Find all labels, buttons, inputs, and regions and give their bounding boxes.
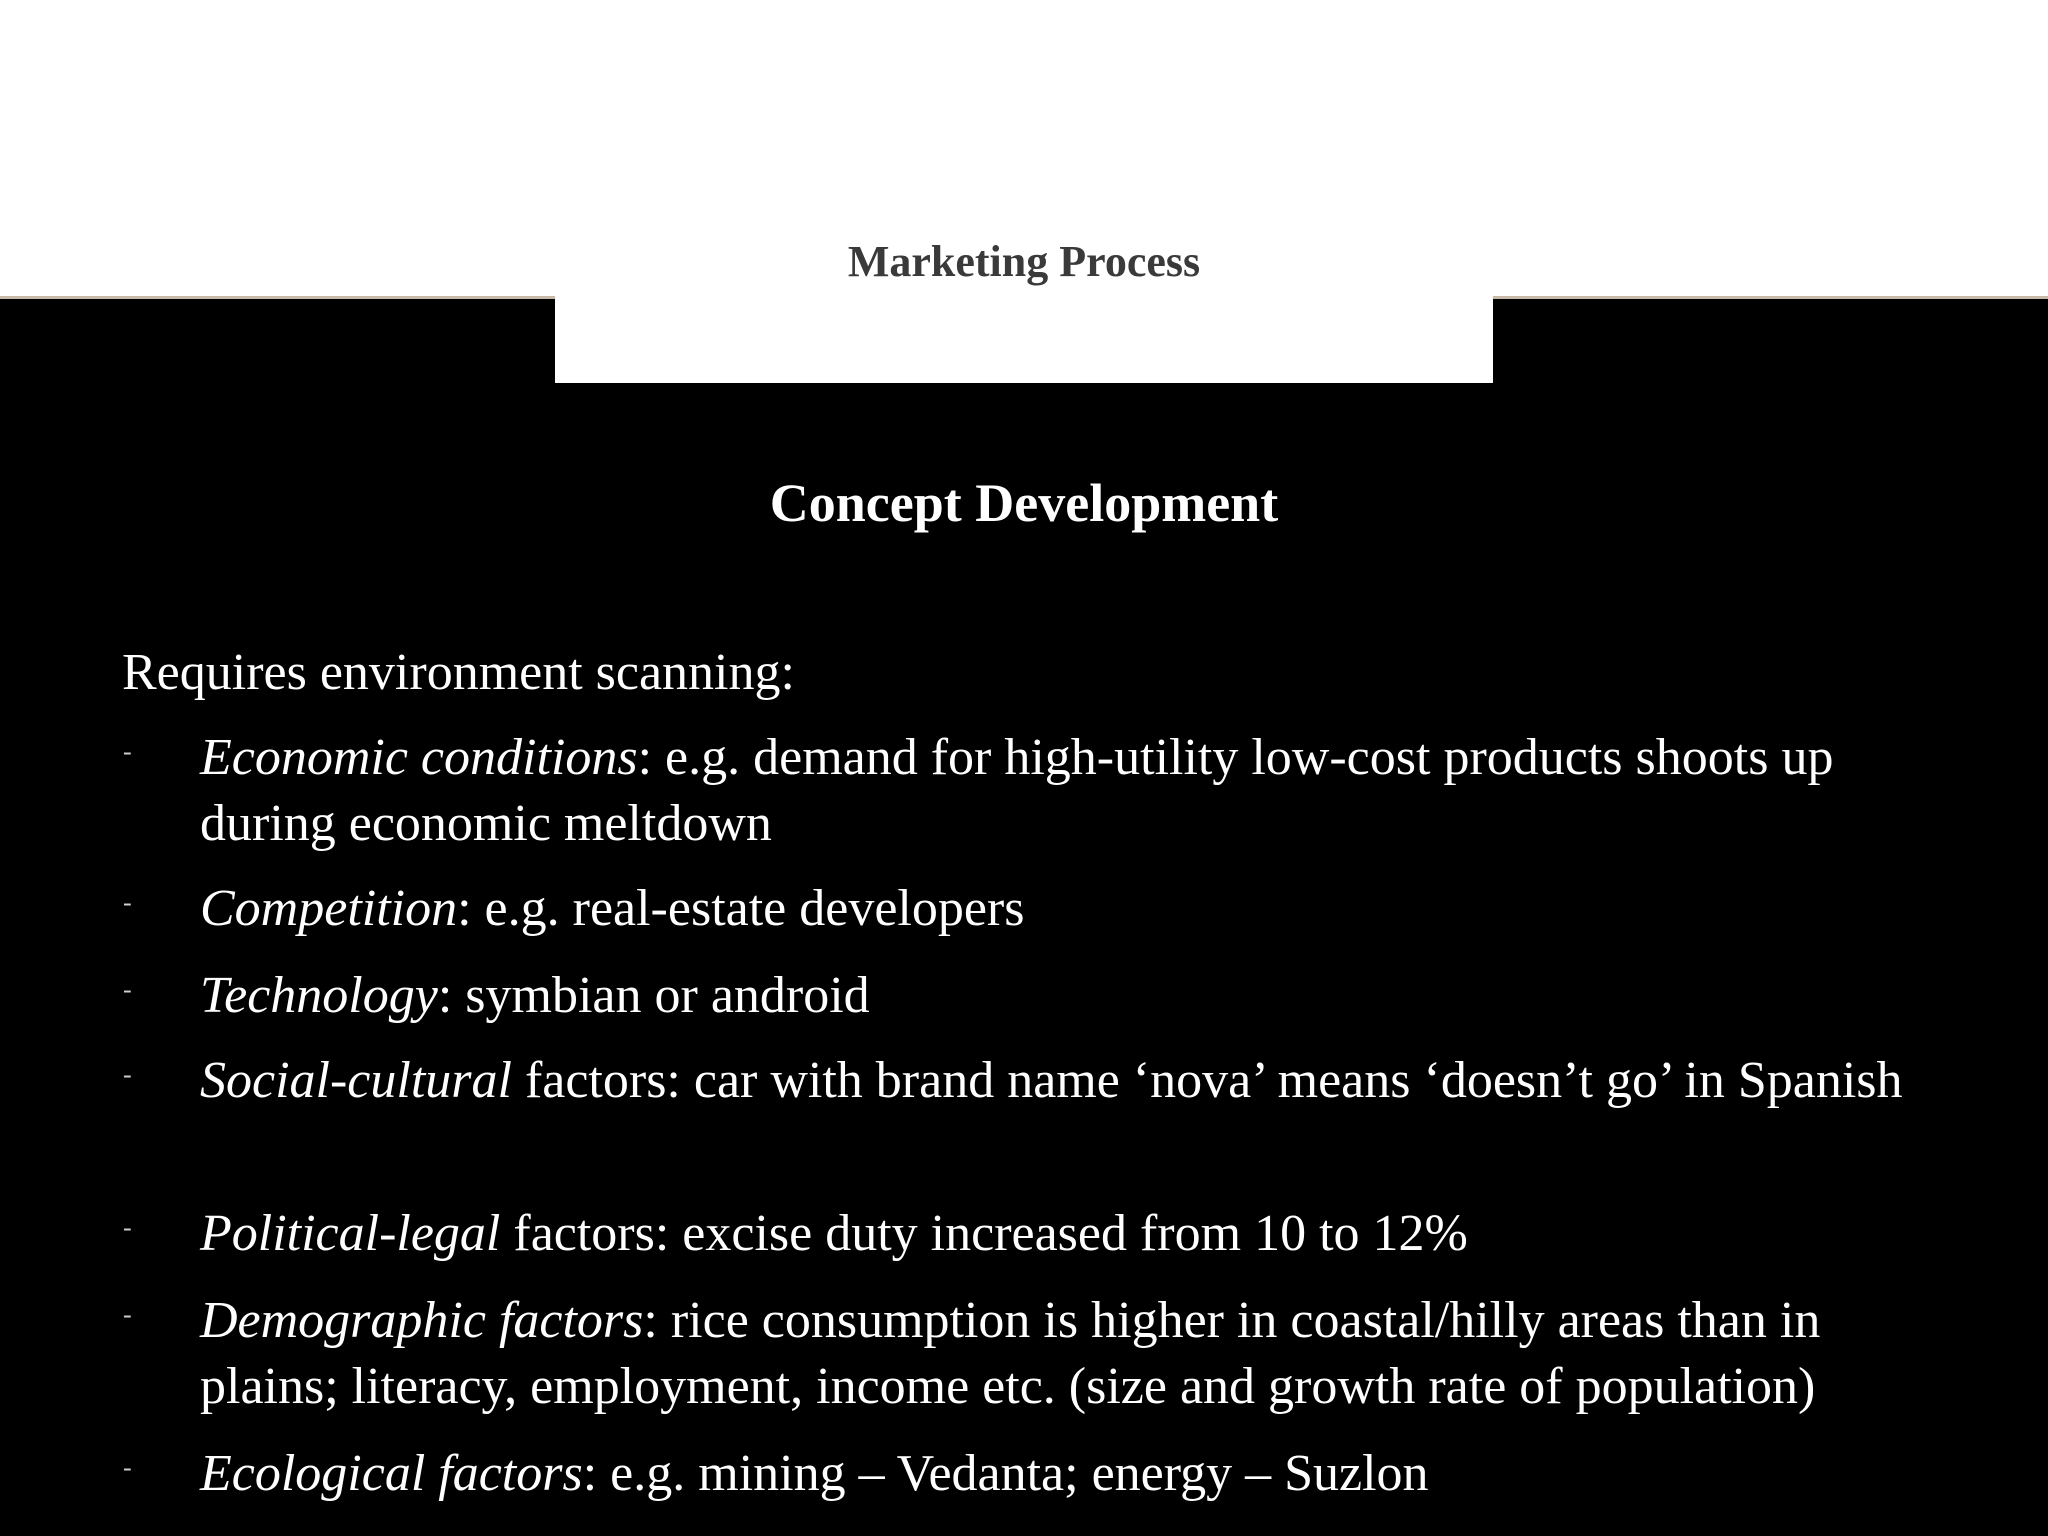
bullet-marker: - bbox=[123, 737, 132, 766]
bullet-text: : e.g. mining – Vedanta; energy – Suzlon bbox=[582, 1445, 1429, 1502]
bullet-text: factors: excise duty increased from 10 to 12% bbox=[500, 1205, 1468, 1262]
bullet-marker: - bbox=[123, 975, 132, 1004]
bullet-text: factors: car with brand name ‘nova’ means ‘doesn’t go’ in Spanish bbox=[511, 1052, 1903, 1109]
bullet-item-demographic bbox=[123, 1288, 1940, 1420]
slide-subtitle: Concept Development bbox=[769, 473, 1279, 533]
bullet-term: Technology bbox=[200, 967, 438, 1024]
bullet-text: : symbian or android bbox=[437, 967, 870, 1024]
bullet-item-economic bbox=[123, 725, 1940, 857]
bullet-text: : e.g. real-estate developers bbox=[457, 880, 1025, 937]
bullet-item-competition bbox=[123, 876, 1940, 942]
bullet-term: Ecological factors bbox=[200, 1445, 583, 1502]
bullet-marker: - bbox=[123, 1213, 132, 1242]
bullet-term: Competition bbox=[200, 880, 458, 937]
bullet-item-technology bbox=[123, 963, 1940, 1029]
bullet-item-social-cultural bbox=[123, 1048, 1940, 1114]
bullet-term: Political-legal bbox=[200, 1205, 501, 1262]
bullet-item-political-legal bbox=[123, 1201, 1940, 1267]
bullet-marker: - bbox=[123, 1453, 132, 1482]
bullet-item-ecological bbox=[123, 1441, 1940, 1507]
bullet-term: Economic conditions bbox=[200, 729, 638, 786]
bullet-marker: - bbox=[123, 888, 132, 917]
bullet-term: Social-cultural bbox=[200, 1052, 512, 1109]
intro-text: Requires environment scanning: bbox=[122, 644, 795, 701]
bullet-text: : rice consumption is higher in coastal/hilly areas than in plains; literacy, employment, income etc. (size and growth rate of population) bbox=[200, 1292, 1821, 1415]
bullet-text: : e.g. demand for high-utility low-cost products shoots up during economic meltdown bbox=[200, 729, 1834, 852]
bullet-term: Demographic factors bbox=[200, 1292, 644, 1349]
bullet-marker: - bbox=[123, 1060, 132, 1089]
bullet-marker: - bbox=[123, 1300, 132, 1329]
title-tab bbox=[555, 290, 1493, 383]
slide-title: Marketing Process bbox=[847, 237, 1201, 286]
